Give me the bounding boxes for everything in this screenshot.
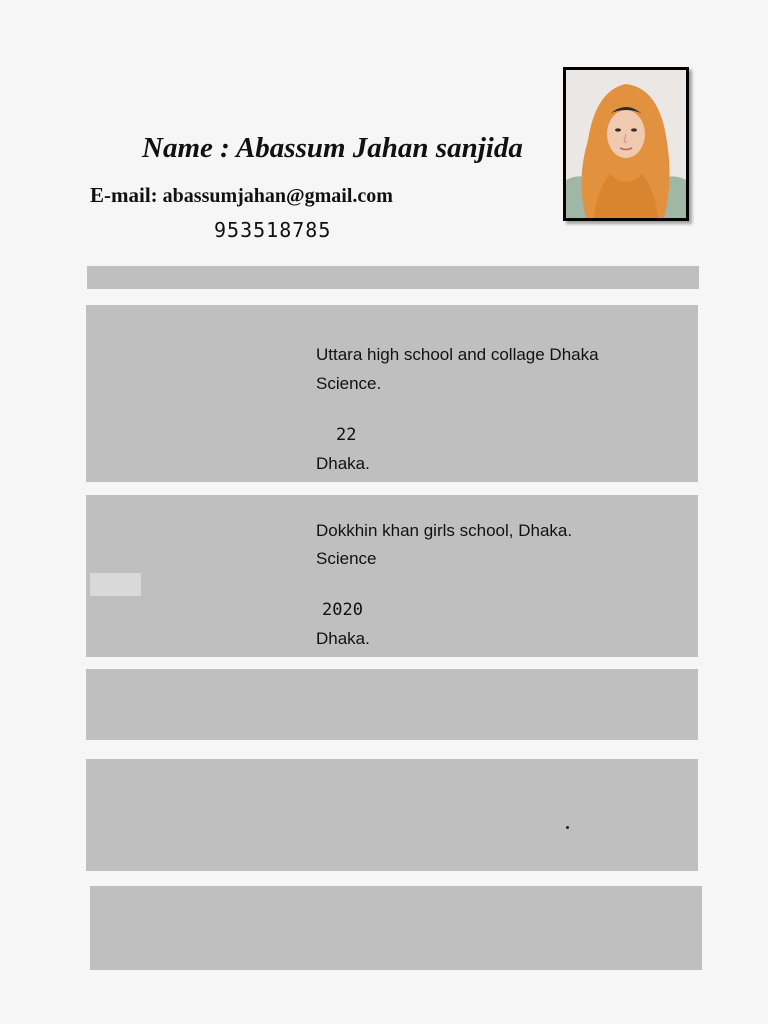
institution-1: Uttara high school and collage Dhaka (316, 345, 599, 364)
profile-photo (563, 67, 689, 221)
education-section-1 (86, 305, 698, 482)
profile-photo-icon (566, 70, 686, 218)
location-1: Dhaka. (316, 454, 370, 473)
group-1: Science. (316, 374, 382, 393)
blank-section-4 (86, 759, 698, 871)
email-line (90, 183, 393, 208)
email-label: E-mail: (90, 183, 158, 207)
candidate-name: Name : Abassum Jahan sanjida (142, 132, 523, 164)
dot-mark (566, 826, 569, 829)
blank-section-3 (86, 669, 698, 740)
group-2: Science (316, 549, 377, 568)
year-1: 22 (336, 425, 357, 445)
email-value: abassumjahan@gmail.com (162, 185, 393, 207)
institution-2: Dokkhin khan girls school, Dhaka. (316, 521, 573, 540)
education-section-2 (86, 495, 698, 657)
blank-section-5 (90, 886, 702, 970)
phone-number: 953518785 (214, 218, 332, 242)
location-2: Dhaka. (316, 629, 370, 648)
section-header-bar (87, 266, 699, 289)
blank-box (90, 573, 141, 596)
year-2: 2020 (322, 600, 363, 620)
